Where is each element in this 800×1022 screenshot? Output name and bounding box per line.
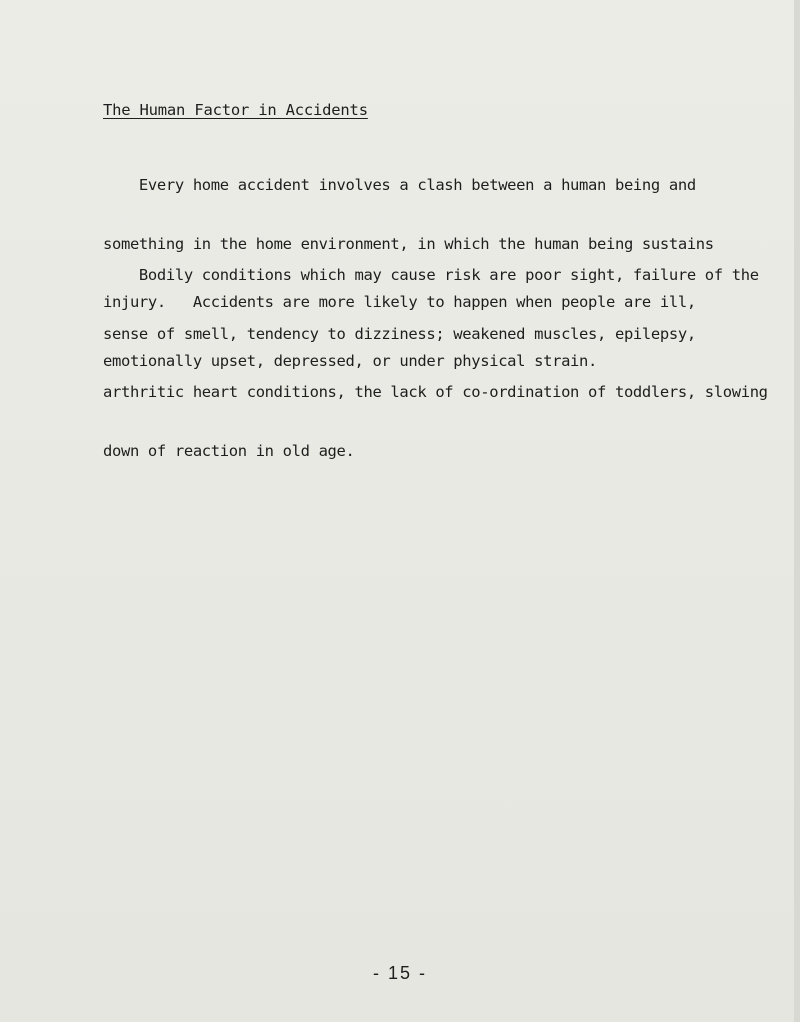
paragraph-line: injury. Accidents are more likely to happen when people are ill, xyxy=(103,293,696,311)
page-edge-shadow xyxy=(794,0,800,1022)
paragraph-line: emotionally upset, depressed, or under physical strain. xyxy=(103,351,597,370)
section-heading: The Human Factor in Accidents xyxy=(103,101,368,119)
paragraph-2 xyxy=(103,227,768,500)
page-number: - 15 - xyxy=(372,963,427,983)
paragraph-line: something in the home environment, in which the human being sustains xyxy=(103,234,714,253)
paragraph-line: down of reaction in old age. xyxy=(103,441,355,460)
paragraph-line: sense of smell, tendency to dizziness; weakened muscles, epilepsy, xyxy=(103,324,696,343)
paragraph-line: Bodily conditions which may cause risk are poor sight, failure of the xyxy=(103,266,759,284)
paragraph-line: arthritic heart conditions, the lack of co-ordination of toddlers, slowing xyxy=(103,383,768,401)
paragraph-line: Every home accident involves a clash between a human being and xyxy=(103,176,696,194)
